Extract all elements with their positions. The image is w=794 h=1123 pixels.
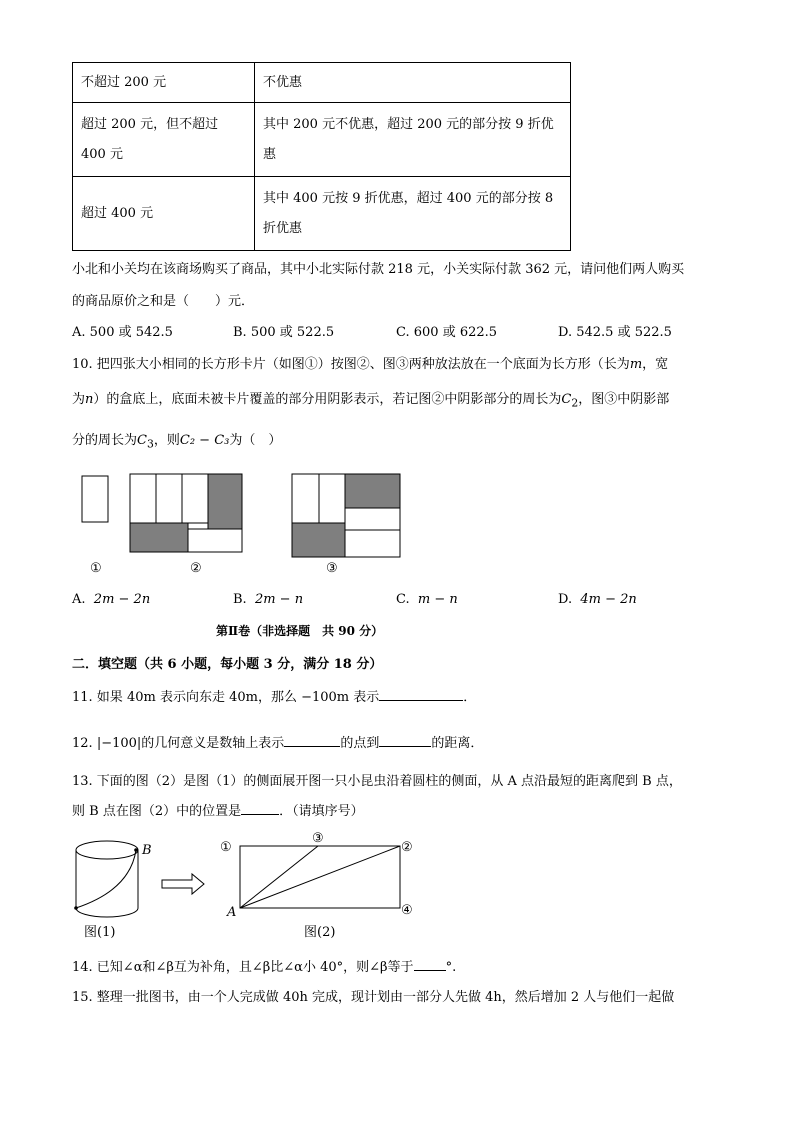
figure-3 [292, 474, 400, 557]
position-label-1: ① [220, 840, 232, 855]
q13-figures [70, 830, 430, 946]
position-label-3: ③ [312, 831, 324, 846]
section2-title: 二．填空题（共 6 小题，每小题 3 分，满分 18 分） [72, 657, 383, 672]
table-cell-policy: 其中 200 元不优惠，超过 200 元的部分按 9 折优惠 [255, 103, 571, 177]
q9-option-b: B. 500 或 522.5 [233, 325, 335, 340]
point-a-label: A [227, 905, 237, 920]
arrow-right-icon [162, 874, 204, 894]
figure-2 [130, 474, 242, 552]
shaded-region [345, 474, 400, 508]
table-row [73, 63, 571, 103]
fig-label-2: ② [190, 561, 202, 576]
q11: 11. 如果 40m 表示向东走 40m，那么 −100m 表示 ． [72, 686, 476, 705]
fig-label-1: ① [90, 561, 102, 576]
position-label-2: ② [401, 840, 413, 855]
q13-line2: 则 B 点在图（2）中的位置是 ．（请填序号） [72, 800, 364, 819]
q14: 14. 已知∠α和∠β互为补角，且∠β比∠α小 40°，则∠β等于 °. [72, 956, 456, 975]
table-row [73, 177, 571, 251]
shaded-region [208, 474, 242, 529]
q12: 12. |−100|的几何意义是数轴上表示 的点到 的距离． [72, 732, 483, 751]
answer-blank[interactable] [241, 800, 279, 815]
answer-blank[interactable] [284, 732, 340, 747]
position-label-4: ④ [401, 903, 413, 918]
answer-blank[interactable] [379, 686, 463, 701]
discount-table [72, 62, 571, 251]
q10-line3: 分的周长为$C_3$，则C₂ − C₃为（ ） [72, 433, 282, 451]
shaded-region [292, 523, 345, 557]
var-n: n [85, 392, 94, 407]
q10-figures [70, 468, 430, 580]
fig2-label: 图(2) [304, 925, 336, 940]
answer-blank[interactable] [379, 732, 431, 747]
q9-text-line1: 小北和小关均在该商场购买了商品，其中小北实际付款 218 元，小关实际付款 362 元，请问他们两人购买 [72, 262, 685, 277]
q10-line1: 10. 把四张大小相同的长方形卡片（如图①）按图②、图③两种放法放在一个底面为长方形（长为m，宽 [72, 357, 669, 372]
point-b-label: B [142, 843, 152, 858]
cylinder-figure [74, 841, 138, 917]
q10-line2: 为n）的盒底上，底面未被卡片覆盖的部分用阴影表示，若记图②中阴影部分的周长为$C_2$，图③中阴影部 [72, 392, 670, 410]
table-cell-condition: 不超过 200 元 [73, 63, 255, 103]
q13-line1: 13. 下面的图（2）是图（1）的侧面展开图一只小昆虫沿着圆柱的侧面，从 A 点沿最短的距离爬到 B 点， [72, 774, 682, 789]
q15: 15. 整理一批图书，由一个人完成做 40h 完成，现计划由一部分人先做 4h，然后增加 2 人与他们一起做 [72, 990, 675, 1005]
q10-option-d: D. 4m − 2n [558, 592, 637, 607]
shaded-region [130, 523, 188, 552]
table-cell-condition: 超过 400 元 [73, 177, 255, 251]
abs-value-expr: |−100| [96, 736, 142, 751]
table-cell-policy: 其中 400 元按 9 折优惠，超过 400 元的部分按 8 折优惠 [255, 177, 571, 251]
q10-option-a: A. 2m − 2n [72, 592, 151, 607]
q10-option-b: B. 2m − n [233, 592, 304, 607]
card-figure-1 [82, 476, 108, 522]
table-cell-condition: 超过 200 元，但不超过 400 元 [73, 103, 255, 177]
var-m: m [629, 357, 643, 372]
table-cell-policy: 不优惠 [255, 63, 571, 103]
q9-option-a: A. 500 或 542.5 [72, 325, 173, 340]
fig1-label: 图(1) [84, 925, 116, 940]
table-row [73, 103, 571, 177]
fig-label-3: ③ [326, 561, 338, 576]
unfolded-rectangle [240, 846, 400, 908]
q9-option-c: C. 600 或 622.5 [396, 325, 498, 340]
q9-text-line2: 的商品原价之和是（ ）元． [72, 294, 255, 309]
volume2-title: 第Ⅱ卷（非选择题 共 90 分） [216, 624, 384, 638]
q9-option-d: D. 542.5 或 522.5 [558, 325, 672, 340]
q10-option-c: C. m − n [396, 592, 458, 607]
answer-blank[interactable] [414, 956, 446, 971]
